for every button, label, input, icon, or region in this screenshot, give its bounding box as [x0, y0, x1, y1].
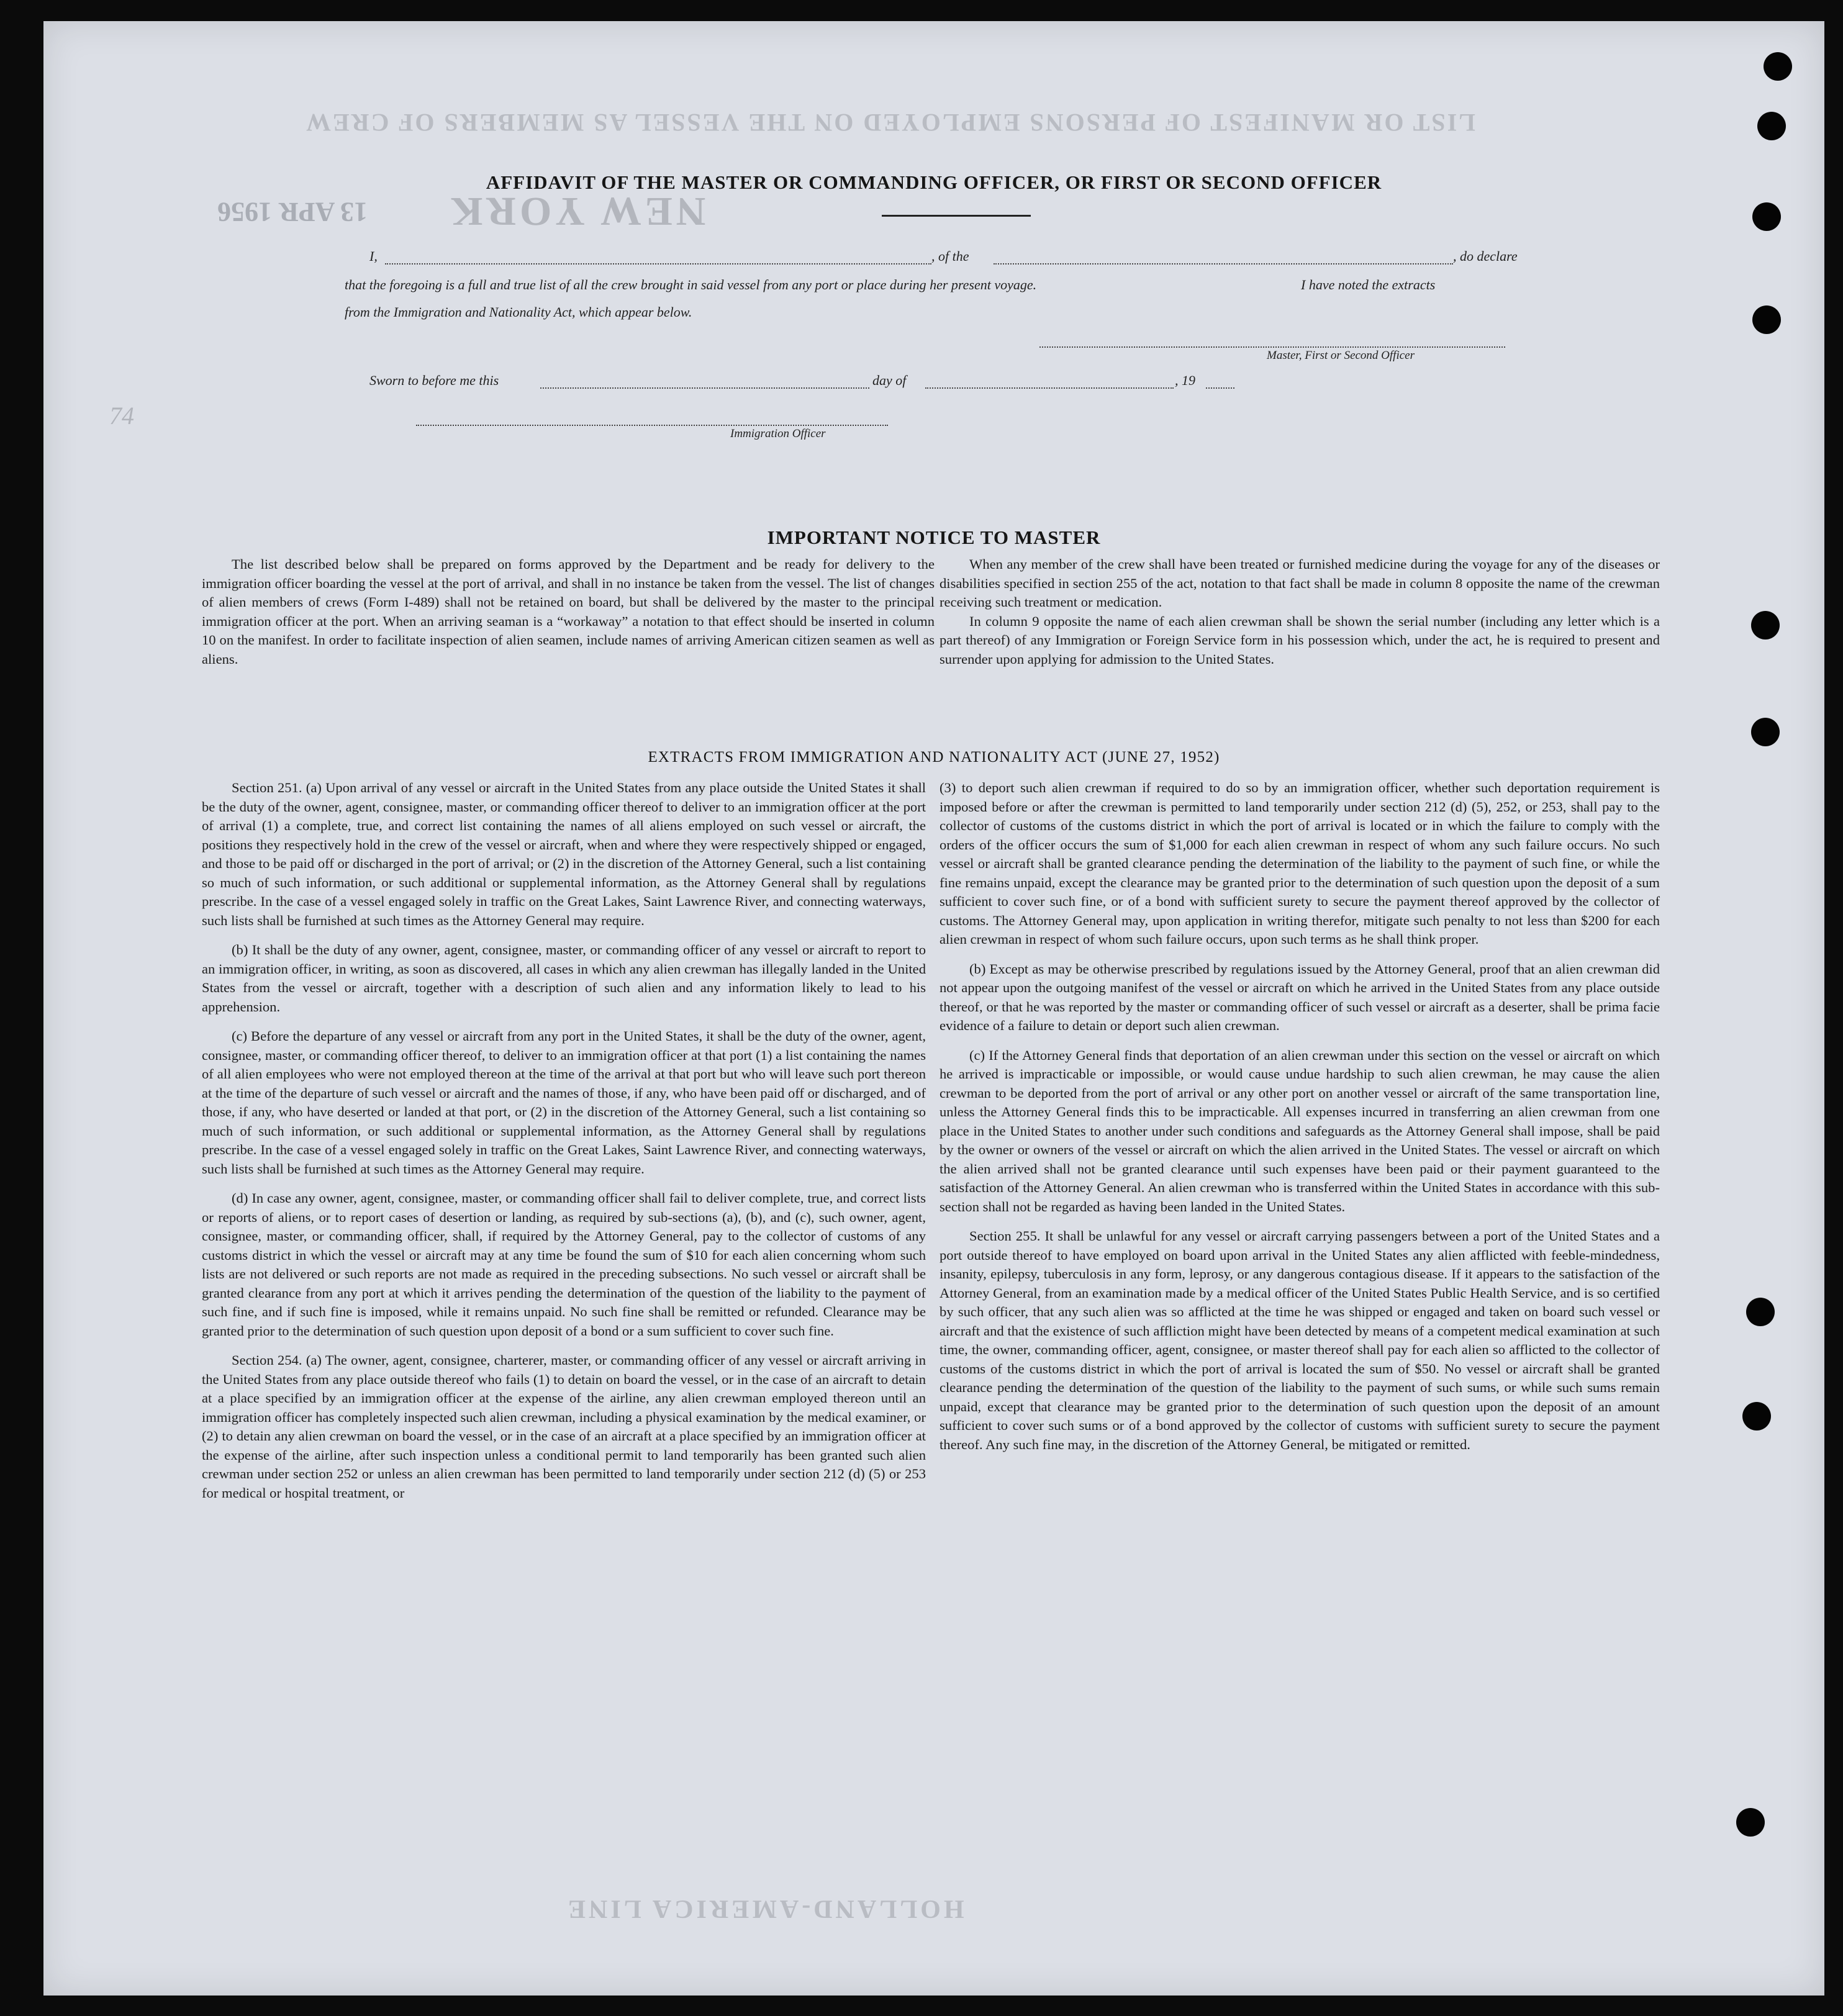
- master-caption: Master, First or Second Officer: [1267, 349, 1415, 362]
- notice-right-column: [940, 555, 1660, 669]
- notice-paragraph: In column 9 opposite the name of each alien crewman shall be shown the serial number (including any letter which is a part thereof) of any Immigration or Foreign Service form in his possession which, under the act, he is required to present and surrender upon applying for admission to the United States.: [940, 613, 1660, 667]
- immigration-officer-signature-line[interactable]: [416, 425, 888, 426]
- sworn-month-line[interactable]: [925, 387, 1174, 389]
- form-page: [43, 21, 1824, 1996]
- notice-title: IMPORTANT NOTICE TO MASTER: [767, 527, 1101, 548]
- punch-hole: [1757, 112, 1786, 140]
- punch-hole: [1736, 1808, 1765, 1837]
- act-paragraph: (c) Before the departure of any vessel or aircraft from any port in the United States, it shall be the duty of the owner, agent, consignee, master, or commanding officer thereof, to deliver to an immigration officer at that port (1) a list containing the names of all alien employees who were not employed thereon at the time of the arrival at that port but who will leave such port thereon at the time of the departure of such vessel or aircraft and the names of those, if any, who have been paid off or discharged, and of those, if any, who have deserted or landed at that port, or (2) in the discretion of the Attorney General, such a list containing so much of such information, or such additional or supplemental information, as the Attorney General shall by regulations prescribe. In the case of a vessel engaged solely in traffic on the Great Lakes, Saint Lawrence River, and connecting waterways, such lists shall be furnished at such times as the Attorney General may require.: [202, 1028, 926, 1177]
- act-paragraph: Section 255. It shall be unlawful for any vessel or aircraft carrying passengers between a port of the United States and a port outside thereof to have employed on board upon arrival in the United States any alien afflicted with feeble-mindedness, insanity, epilepsy, tuberculosis in any form, leprosy, or any dangerous contagious disease. If it appears to the satisfaction of the Attorney General, from an examination made by a medical officer of the United States Public Health Service, and is so certified by such officer, that any such alien was so afflicted at the time he was shipped or engaged and taken on board such vessel or aircraft and that the existence of such affliction might have been detected by means of a competent medical examination at such time, the owner, commanding officer, agent, consignee, or master thereof shall pay for each alien so afflicted to the collector of customs of the customs district in which the port of arrival is located the sum of $50. No vessel or aircraft shall be granted clearance pending the determination of the question of the liability to the payment of such sums, or while such sums remain unpaid, except that clearance may be granted prior to the determination of such question upon the deposit of an amount sufficient to cover such sums or of a bond approved by the collector of customs with sufficient surety to secure the payment thereof. Any such fine may, in the discretion of the Attorney General, be mitigated or remitted.: [940, 1228, 1660, 1452]
- vessel-prefix: , of the: [931, 248, 969, 264]
- punch-hole: [1751, 718, 1780, 746]
- sworn-year-line[interactable]: [1206, 387, 1234, 389]
- act-paragraph: Section 254. (a) The owner, agent, consignee, charterer, master, or commanding officer of any vessel or aircraft arriving in the United States from any place outside thereof who fails (1) to detain on board the vessel, or in the case of an aircraft to detain at a place specified by an immigration officer at the expense of the airline, any alien crewman employed thereon until an immigration officer has completely inspected such alien crewman, including a physical examination by the medical examiner, or (2) to detain any alien crewman on board the vessel, or in the case of an aircraft at a place specified by an immigration officer at the expense of the airline, after such inspection unless a conditional permit to land temporarily has been granted such alien crewman under section 252 or unless an alien crewman has been permitted to land temporarily under section 212 (d) (5) or 253 for medical or hospital treatment, or: [202, 1352, 926, 1501]
- sworn-day-of: day of: [872, 373, 907, 388]
- affidavit-title: AFFIDAVIT OF THE MASTER OR COMMANDING OFFICER, OR FIRST OR SECOND OFFICER: [486, 171, 1382, 193]
- punch-hole: [1752, 305, 1781, 334]
- title-rule: [882, 215, 1031, 217]
- immigration-officer-caption: Immigration Officer: [730, 427, 826, 440]
- affidavit-line-2b: I have noted the extracts: [1301, 277, 1436, 292]
- act-paragraph: (b) It shall be the duty of any owner, agent, consignee, master, or commanding officer of any vessel or aircraft to report to an immigration officer, in writing, as soon as discovered, all cases in which any alien crewman has illegally landed in the United States from the vessel or aircraft, together with a description of such alien and any information likely to lead to his apprehension.: [202, 942, 926, 1015]
- bleed-through-stamp-port: NEW YORK: [447, 189, 706, 234]
- bleed-through-footer: HOLLAND-AMERICA LINE: [565, 1894, 964, 1923]
- act-paragraph: Section 251. (a) Upon arrival of any vessel or aircraft in the United States from any place outside the United States it shall be the duty of the owner, agent, consignee, master, or commanding officer thereof to deliver to an immigration officer at the port of arrival (1) a complete, true, and correct list containing the names of all aliens employed on such vessel or aircraft, the positions they respectively hold in the crew of the vessel or aircraft, when and where they were respectively shipped or engaged, and those to be paid off or discharged in the port of arrival; or (2) in the discretion of the Attorney General, such a list containing so much of such information, or such additional or supplemental information, as the Attorney General shall by regulations prescribe. In the case of a vessel engaged solely in traffic on the Great Lakes, Saint Lawrence River, and connecting waterways, such lists shall be furnished at such times as the Attorney General may require.: [202, 780, 926, 928]
- sworn-day-line[interactable]: [540, 387, 869, 389]
- declarant-name-line[interactable]: [385, 263, 931, 264]
- margin-note: 74: [109, 402, 134, 430]
- punch-hole: [1746, 1298, 1775, 1326]
- bleed-through-stamp-date: 13 APR 1956: [217, 197, 368, 227]
- notice-paragraph: When any member of the crew shall have been treated or furnished medicine during the voyage for any of the diseases or disabilities specified in section 255 of the act, notation to that fact shall be made in column 8 opposite the name of the crewman receiving such treatment or medication.: [940, 556, 1660, 610]
- declare-suffix: , do declare: [1453, 248, 1518, 264]
- notice-paragraph: The list described below shall be prepared on forms approved by the Department and be ready for delivery to the immigration officer boarding the vessel at the port of arrival, and shall in no instance be taken from the vessel. The list of changes of alien members of crews (Form I-489) shall not be retained on board, but shall be delivered by the master to the principal immigration officer at the port. When an arriving seaman is a “workaway” a notation to that effect should be inserted in column 10 on the manifest. In order to facilitate inspection of alien seamen, include names of arriving American citizen seamen as well as aliens.: [202, 556, 935, 667]
- sworn-year-prefix: , 19: [1175, 373, 1195, 388]
- bleed-through-header: LIST OR MANIFEST OF PERSONS EMPLOYED ON THE VESSEL AS MEMBERS OF CREW: [304, 109, 1475, 137]
- vessel-name-line[interactable]: [994, 263, 1453, 264]
- master-signature-line[interactable]: [1039, 346, 1505, 348]
- affidavit-line-3: from the Immigration and Nationality Act, which appear below.: [345, 304, 692, 320]
- extracts-right-column: [940, 779, 1660, 1465]
- punch-hole: [1742, 1402, 1771, 1431]
- notice-left-column: [202, 555, 935, 669]
- sworn-prefix: Sworn to before me this: [369, 373, 499, 388]
- punch-hole: [1751, 611, 1780, 640]
- punch-hole: [1764, 52, 1792, 81]
- extracts-left-column: [202, 779, 926, 1513]
- affidavit-line-2: that the foregoing is a full and true list of all the crew brought in said vessel from any port or place during her present voyage.: [345, 277, 1037, 292]
- act-paragraph: (b) Except as may be otherwise prescribed by regulations issued by the Attorney General, proof that an alien crewman did not appear upon the outgoing manifest of the vessel or aircraft on which he arrived in the United States from any place outside thereof, or that he was reported by the master or commanding officer of such vessel or aircraft as a deserter, shall be prima facie evidence of a failure to detain or deport such alien crewman.: [940, 961, 1660, 1033]
- declarant-prefix: I,: [369, 248, 378, 264]
- act-paragraph: (3) to deport such alien crewman if required to do so by an immigration officer, whether such deportation requirement is imposed before or after the crewman is permitted to land temporarily under section 212 (d) (5), 252, or 253, shall pay to the collector of customs of the customs district in which the port of arrival is located or in which the failure to comply with the orders of the officer occurs the sum of $1,000 for each alien crewman in respect of whom any such failure occurs. No such vessel or aircraft shall be granted clearance pending the determination of the liability to the payment of such fine, or while the fine remains unpaid, except the clearance may be granted prior to the determination of such question upon the deposit of a sum sufficient to cover such fine, or of a bond with sufficient surety to secure the payment thereof approved by the collector of customs. The Attorney General may, upon application in writing therefor, mitigate such penalty to not less than $200 for each alien crewman in respect of whom such failure occurs, upon such terms as he shall think proper.: [940, 780, 1660, 947]
- act-paragraph: (d) In case any owner, agent, consignee, master, or commanding officer shall fail to deliver complete, true, and correct lists or reports of aliens, or to report cases of desertion or landing, as required by sub-sections (a), (b), and (c), such owner, agent, consignee, master, or commanding officer, shall, if required by the Attorney General, pay to the collector of customs of any customs district in which the vessel or aircraft may at any time be found the sum of $10 for each alien concerning whom such lists are not delivered or such reports are not made as required in the preceding subsections. No such vessel or aircraft shall be granted clearance from any port at which it arrives pending the determination of the question of the liability to the payment of such fine, and if such fine is imposed, while it remains unpaid. No such fine shall be remitted or refunded. Clearance may be granted prior to the determination of such question upon deposit of a bond or a sum sufficient to cover such fine.: [202, 1190, 926, 1339]
- extracts-title: EXTRACTS FROM IMMIGRATION AND NATIONALITY ACT (JUNE 27, 1952): [648, 749, 1220, 766]
- act-paragraph: (c) If the Attorney General finds that deportation of an alien crewman under this section on the vessel or aircraft on which he arrived is impracticable or impossible, or would cause undue hardship to such alien crewman, he may cause the alien crewman to be deported from the port of arrival or any other port on another vessel or aircraft of the same transportation line, unless the Attorney General finds this to be impracticable. All expenses incurred in transferring an alien crewman from one place in the United States to another under such conditions and safeguards as the Attorney General shall impose, shall be paid by the owner or owners of the vessel or aircraft on which the alien arrived in the United States. The vessel or aircraft on which the alien arrived shall not be granted clearance until such expenses have been paid or their payment guaranteed to the satisfaction of the Attorney General. An alien crewman who is transferred within the United States in accordance with this sub-section shall not be regarded as having been landed in the United States.: [940, 1047, 1660, 1214]
- punch-hole: [1752, 202, 1781, 231]
